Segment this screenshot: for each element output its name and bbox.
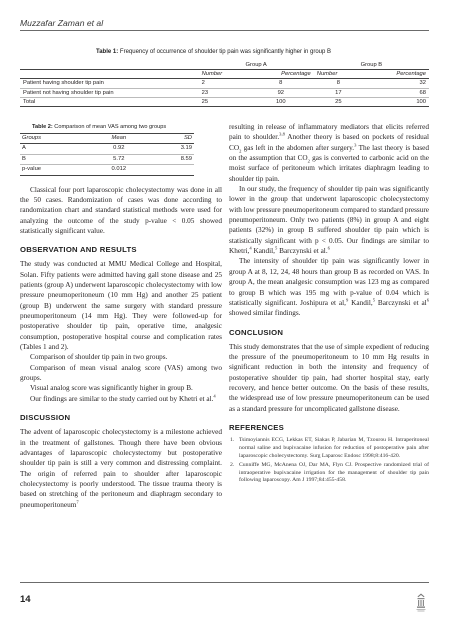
table-row: Patient having shoulder tip pain 2 8 8 32	[20, 79, 429, 88]
running-header-author: Muzzafar Zaman et al	[20, 18, 104, 28]
section-heading-discussion: DISCUSSION	[20, 413, 71, 423]
results-paragraph: Our findings are similar to the study carried out by Khetri et al.$^4$	[30, 393, 216, 403]
footer-divider	[20, 582, 429, 583]
results-paragraph: Comparison of shoulder tip pain in two groups.	[30, 353, 168, 362]
table1-caption: Table 1: Frequency of occurrence of shoulder tip pain was significantly higher in group B	[96, 49, 332, 55]
table1-subheader: Percentage	[363, 70, 429, 79]
results-paragraph: The study was conducted at MMU Medical College and Hospital, Solan. Fifty patients were admitted having gall stone disease and 25 patients (group A) underwent laparoscopic cholecystectomy with low pressure pneumoperitoneum (10 mm Hg) and another 25 patient (group B) underwent the same surgery with standard pressure pneumoperitoneum (14 mm Hg). They were followed-up for postoperative shoulder tip pain, operative time, analgesic consumption, postoperative hospital course and complication rates (Tables 1 and 2).	[20, 260, 222, 352]
section-heading-conclusion: CONCLUSION	[229, 327, 284, 337]
table-row: p-value 0.012	[20, 165, 194, 175]
discussion-paragraph: The intensity of shoulder tip pain was significantly lower in group A at 8, 12, 24, 48 hours than group B as recorded on VAS. In group A, the mean analgesic consumption was 123 mg as compared to group B which was 195 mg with p-value of 0.04 which is statistically significant. Joshipura et al,$^9$ Kandil,$^5$ Barczynski et $al^6$ showed similar findings.	[229, 257, 429, 318]
reference-list	[229, 437, 429, 485]
table2-caption: Table 2: Comparison of mean VAS among two groups	[32, 124, 167, 130]
header-divider	[20, 30, 429, 31]
table1-subheader: Percentage	[248, 70, 314, 79]
table1-group-a-header: Group A	[199, 61, 314, 70]
section-heading-references: REFERENCES	[229, 422, 285, 432]
discussion-paragraph: resulting in release of inflammatory mediators that elicits referred pain to shoulder.$^{3,8}$ Another theory is based on pockets of residual $CO_2$ gas left in the abdomen after surgery.$^3$ The last theory is based on the assumption that $CO_2$ gas is converted to carbonic acid on the moist surface of peritoneum which irritates diaphragm leading to shoulder tip pain.	[229, 123, 429, 183]
conclusion-paragraph: This study demonstrates that the use of simple expedient of reducing the pressure of the pneumoperitoneum to 10 mm Hg results in significant reduction in both the intensity and frequency of postoperative shoulder tip pain, had shorter hospital stay, early recovery, and hence better outcome. On the basis of these results, the widespread use of low pressure pneumoperitoneum can be used as a standard pressure for uncomplicated gallstone disease.	[229, 342, 429, 413]
table-row: Total 25 100 25 100	[20, 97, 429, 106]
table2-mean-vas	[20, 133, 194, 176]
table1-shoulder-tip-pain	[20, 61, 429, 107]
table2-header: SD	[147, 134, 194, 144]
left-column	[20, 122, 222, 510]
methods-paragraph: Classical four port laparoscopic cholecystectomy was done in all the 50 cases. Randomization of cases was done according to randomization chart and standard statistical methods were used for analyzing the outcome of the study p-value < 0.05 showed statistically significant value.	[20, 185, 222, 235]
right-column	[229, 122, 429, 486]
discussion-paragraph: In our study, the frequency of shoulder tip pain was significantly lower in the group that underwent laparoscopic cholecystectomy with low pressure pneumoperitoneum compared to standard pressure pneumoperitoneum. Only two patients (8%) in group A and eight patients (32%) in group B suffered shoulder tip pain which is statistically significant with p < 0.05. Our findings are similar to Khetri,$^4$ Kandil,$^5$ Barczynski et al.$^6$	[229, 185, 429, 256]
publisher-logo-icon	[415, 593, 427, 613]
table2-header: Groups	[20, 134, 90, 144]
table-row: Patient not having shoulder tip pain 23 92 17 68	[20, 88, 429, 97]
page-number: 14	[20, 594, 31, 605]
table-row: A 0.92 3.19	[20, 144, 194, 154]
reference-item: 1. Tsimoyiannis ECG, Lekkas ET, Siakas P, Jabarian M, Tzourou H. Intraperitoneal normal saline and bupivacaine infusion for reduction of postoperative pain after laparoscopic cholecystectomy. Surg Laparosc Endosc 1998;8:416-420.	[230, 436, 429, 459]
table2-header: Mean	[90, 134, 147, 144]
discussion-paragraph: The advent of laparoscopic cholecystectomy is a milestone achieved in the treatment of gallstones. Though there have been obvious advantages of laparoscopic cholecystectomy but postoperative shoulder tip pain is still a very common and distressing complaint. The origin of referred pain to shoulder after laparoscopic cholecystectomy is poorly understood. The tissue trauma theory is based on stretching of the peritoneum and diaphragm secondary to pneumoperitoneum$^7$	[20, 428, 222, 509]
table1-subheader: Number	[199, 70, 248, 79]
results-paragraph: Visual analog score was significantly higher in group B.	[30, 384, 193, 393]
results-paragraph: Comparison of mean visual analog score (VAS) among two groups.	[20, 363, 222, 383]
table-row: B 5.72 8.59	[20, 154, 194, 164]
section-heading-observation: OBSERVATION AND RESULTS	[20, 245, 137, 255]
table1-group-b-header: Group B	[314, 61, 429, 70]
reference-item: 2. Cunniffe MG, McAnena OJ, Dar MA, Flyn CJ. Prospective randomized trial of intraoperative bupivacaine irrigation for the management of shoulder tip pain following laparoscopy. Am J 1997;84:455-458.	[230, 461, 429, 484]
table1-subheader: Number	[314, 70, 363, 79]
